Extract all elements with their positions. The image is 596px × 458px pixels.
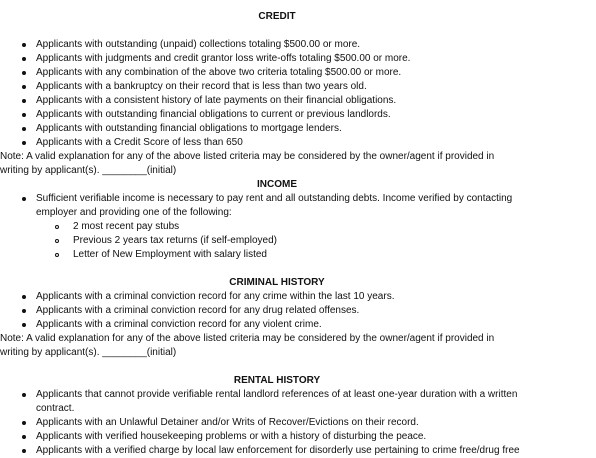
bullet-icon <box>22 421 26 425</box>
credit-item: Applicants with any combination of the above two criteria totaling $500.00 or more. <box>36 67 402 78</box>
income-subitem: Letter of New Employment with salary listed <box>73 249 267 260</box>
bullet-icon <box>22 71 26 75</box>
credit-item: Applicants with a bankruptcy on their record that is less than two years old. <box>36 81 367 92</box>
bullet-icon <box>22 197 26 201</box>
criminal-history-heading: CRIMINAL HISTORY <box>229 277 325 288</box>
bullet-icon <box>22 449 26 453</box>
rental-item: Applicants with an Unlawful Detainer and/or Writs of Recover/Evictions on their record. <box>36 417 419 428</box>
bullet-icon <box>22 295 26 299</box>
credit-heading: CREDIT <box>258 11 296 22</box>
criminal-item: Applicants with a criminal conviction record for any crime within the last 10 years. <box>36 291 395 302</box>
credit-item: Applicants with outstanding financial obligations to mortgage lenders. <box>36 123 342 134</box>
rental-item: Applicants with verified housekeeping problems or with a history of disturbing the peace. <box>36 431 427 442</box>
bullet-icon <box>22 43 26 47</box>
sub-bullet-icon <box>55 239 59 243</box>
credit-item: Applicants with a consistent history of late payments on their financial obligations. <box>36 95 397 106</box>
income-subitem: 2 most recent pay stubs <box>73 221 180 232</box>
bullet-icon <box>22 393 26 397</box>
bullet-icon <box>22 323 26 327</box>
criminal-item: Applicants with a criminal conviction record for any drug related offenses. <box>36 305 360 316</box>
bullet-icon <box>22 127 26 131</box>
rental-item: Applicants that cannot provide verifiable rental landlord references of at least one-year duration with a written <box>36 389 518 400</box>
rental-item-continued: contract. <box>36 403 75 414</box>
rental-history-heading: RENTAL HISTORY <box>233 375 321 386</box>
bullet-icon <box>22 99 26 103</box>
credit-note-initial: writing by applicant(s). ________(initial) <box>0 165 177 176</box>
criminal-note: Note: A valid explanation for any of the above listed criteria may be considered by the owner/agent if provided in <box>0 333 495 344</box>
credit-item: Applicants with a Credit Score of less than 650 <box>36 137 243 148</box>
credit-note: Note: A valid explanation for any of the above listed criteria may be considered by the owner/agent if provided in <box>0 151 495 162</box>
bullet-icon <box>22 141 26 145</box>
credit-item: Applicants with outstanding financial obligations to current or previous landlords. <box>36 109 391 120</box>
credit-item: Applicants with judgments and credit grantor loss write-offs totaling $500.00 or more. <box>36 53 411 64</box>
income-heading: INCOME <box>257 179 297 190</box>
bullet-icon <box>22 435 26 439</box>
bullet-icon <box>22 309 26 313</box>
sub-bullet-icon <box>55 253 59 257</box>
criminal-note-initial: writing by applicant(s). ________(initial) <box>0 347 177 358</box>
income-item: Sufficient verifiable income is necessary to pay rent and all outstanding debts. Income verified by contacting <box>36 193 513 204</box>
rental-item: Applicants with a verified charge by local law enforcement for disorderly use pertaining to crime free/drug free <box>36 445 520 456</box>
credit-item: Applicants with outstanding (unpaid) collections totaling $500.00 or more. <box>36 39 361 50</box>
income-subitem: Previous 2 years tax returns (if self-employed) <box>73 235 277 246</box>
income-item-continued: employer and providing one of the following: <box>36 207 232 218</box>
bullet-icon <box>22 57 26 61</box>
bullet-icon <box>22 85 26 89</box>
bullet-icon <box>22 113 26 117</box>
criminal-item: Applicants with a criminal conviction record for any violent crime. <box>36 319 322 330</box>
sub-bullet-icon <box>55 225 59 229</box>
